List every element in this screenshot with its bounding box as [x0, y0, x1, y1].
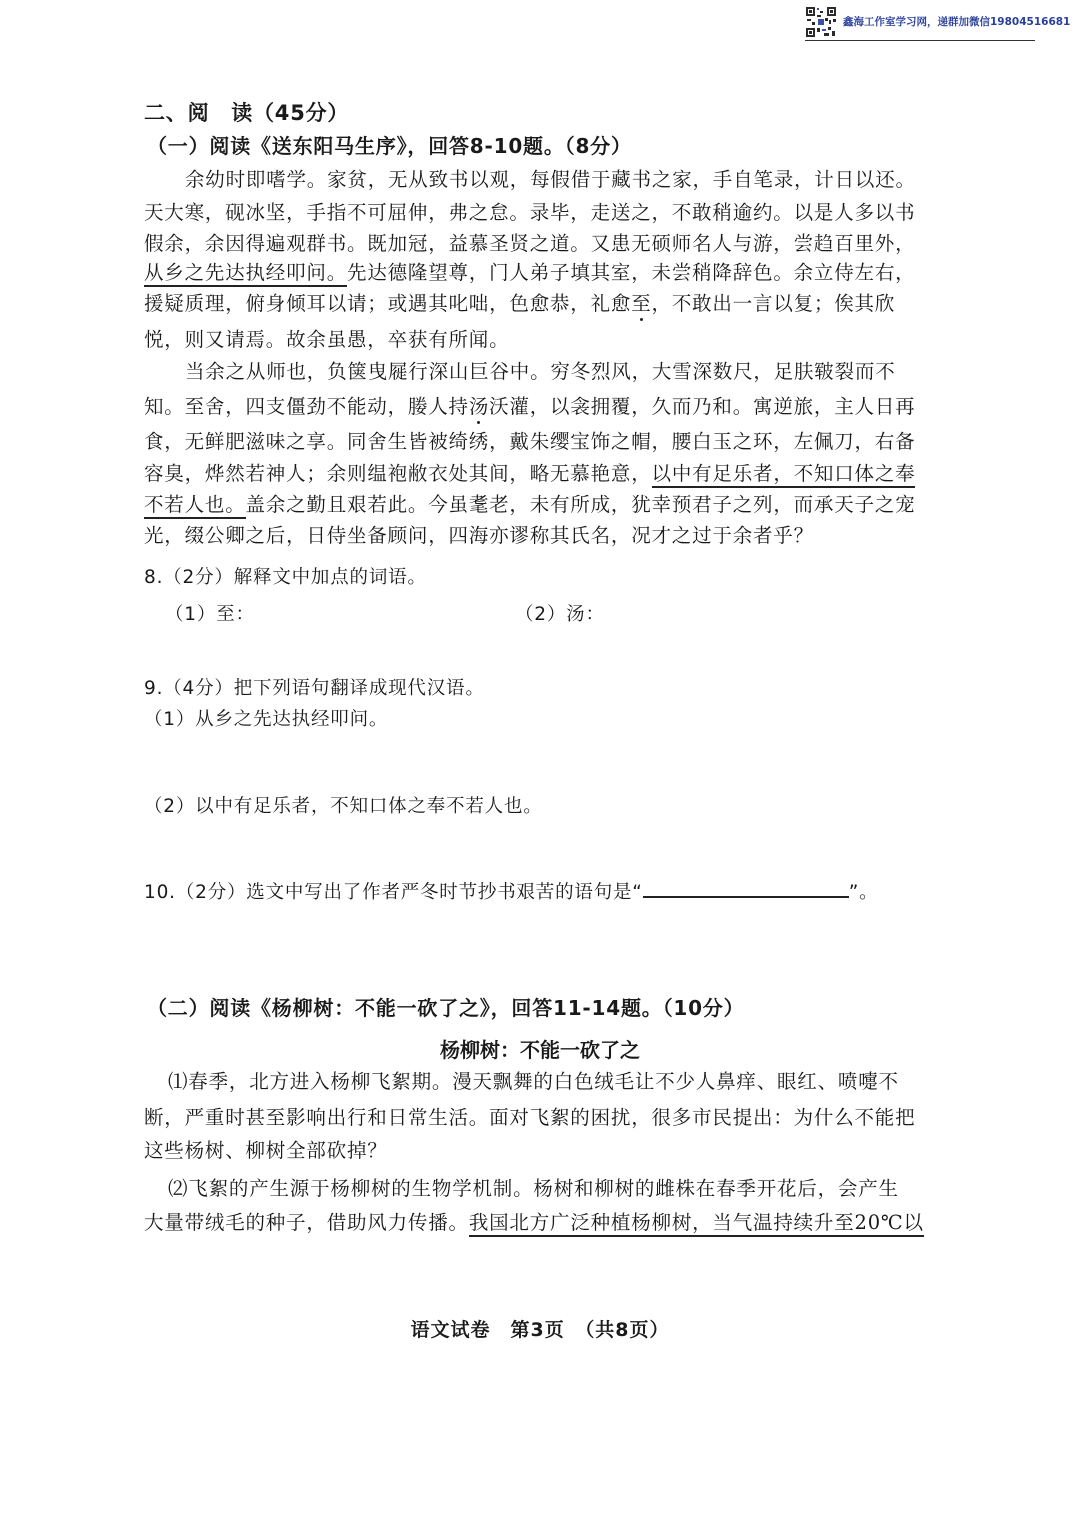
qr-code-icon — [805, 6, 837, 38]
article-line: 断，严重时甚至影响出行和日常生活。面对飞絮的困扰，很多市民提出：为什么不能把 — [144, 1106, 916, 1129]
question-9-item-2: （2）以中有足乐者，不知口体之奉不若人也。 — [144, 796, 543, 817]
article-line: 大量带绒毛的种子，借助风力传播。我国北方广泛种植杨柳树，当气温持续升至20℃以 — [144, 1208, 924, 1238]
question-8-item-1: （1）至： — [165, 604, 255, 625]
article-line: ⑵飞絮的产生源于杨柳树的生物学机制。杨树和柳树的雌株在春季开花后，会产生 — [168, 1177, 899, 1200]
question-9-item-1: （1）从乡之先达执经叩问。 — [144, 709, 389, 730]
passage-line: 知。至舍，四支僵劲不能动，媵人持汤沃灌，以衾拥覆，久而乃和。寓逆旅，主人日再 — [144, 395, 916, 418]
article-title: 杨柳树：不能一砍了之 — [440, 1038, 640, 1062]
passage-line: 当余之从师也，负箧曳屣行深山巨谷中。穷冬烈风，大雪深数尺，足肤皲裂而不 — [185, 360, 896, 383]
passage-line: 假余，余因得遍观群书。既加冠，益慕圣贤之道。又患无硕师名人与游，尝趋百里外， — [144, 232, 916, 255]
passage-line: 容臭，烨然若神人；余则缊袍敝衣处其间，略无慕艳意，以中有足乐者，不知口体之奉 — [144, 459, 915, 489]
section-title: 二、阅 读（45分） — [144, 101, 350, 125]
underlined-sentence: 以中有足乐者，不知口体之奉 — [652, 462, 916, 488]
passage-line: 不若人也。盖余之勤且艰若此。今虽耄老，未有所成，犹幸预君子之列，而承天子之宠 — [144, 490, 915, 520]
header-brand-text: 鑫海工作室学习网，递群加微信19804516681 — [843, 16, 1071, 28]
article-line: 这些杨树、柳树全部砍掉？ — [144, 1139, 388, 1162]
page-footer: 语文试卷 第3页 （共8页） — [410, 1319, 670, 1341]
question-9-stem: 9.（4分）把下列语句翻译成现代汉语。 — [144, 678, 485, 699]
underlined-sentence: 不若人也。 — [144, 493, 246, 519]
underlined-sentence: 我国北方广泛种植杨柳树，当气温持续升至20℃以 — [469, 1211, 924, 1237]
passage-line: 光，缀公卿之后，日侍坐备顾问，四海亦谬称其氏名，况才之过于余者乎？ — [144, 524, 814, 547]
part2-title: （二）阅读《杨柳树：不能一砍了之》，回答11-14题。（10分） — [147, 996, 745, 1020]
answer-blank[interactable] — [643, 878, 849, 898]
passage-line: 悦，则又请焉。故余虽愚，卒获有所闻。 — [144, 328, 510, 351]
passage-line: 余幼时即嗜学。家贫，无从致书以观，每假借于藏书之家，手自笔录，计日以还。 — [185, 168, 916, 191]
passage-line: 从乡之先达执经叩问。先达德隆望尊，门人弟子填其室，未尝稍降辞色。余立侍左右， — [144, 258, 915, 288]
question-8-stem: 8.（2分）解释文中加点的词语。 — [144, 567, 427, 588]
passage-line: 食，无鲜肥滋味之享。同舍生皆被绮绣，戴朱缨宝饰之帽，腰白玉之环，左佩刀，右备 — [144, 430, 916, 453]
question-8-item-2: （2）汤： — [515, 604, 605, 625]
dotted-word-tang: 汤 — [468, 395, 490, 418]
passage-line: 援疑质理，俯身倾耳以请；或遇其叱咄，色愈恭，礼愈至，不敢出一言以复；俟其欣 — [144, 292, 896, 315]
passage-line: 天大寒，砚冰坚，手指不可屈伸，弗之怠。录毕，走送之，不敢稍逾约。以是人多以书 — [144, 201, 916, 224]
underlined-sentence: 从乡之先达执经叩问。 — [144, 261, 347, 287]
article-line: ⑴春季，北方进入杨柳飞絮期。漫天飘舞的白色绒毛让不少人鼻痒、眼红、喷嚏不 — [168, 1070, 899, 1093]
header-divider — [805, 40, 1035, 41]
part1-title: （一）阅读《送东阳马生序》，回答8-10题。（8分） — [147, 134, 632, 158]
dotted-word-zhi: 至 — [631, 292, 652, 315]
question-10-stem: 10.（2分）选文中写出了作者严冬时节抄书艰苦的语句是“ ”。 — [144, 878, 878, 908]
